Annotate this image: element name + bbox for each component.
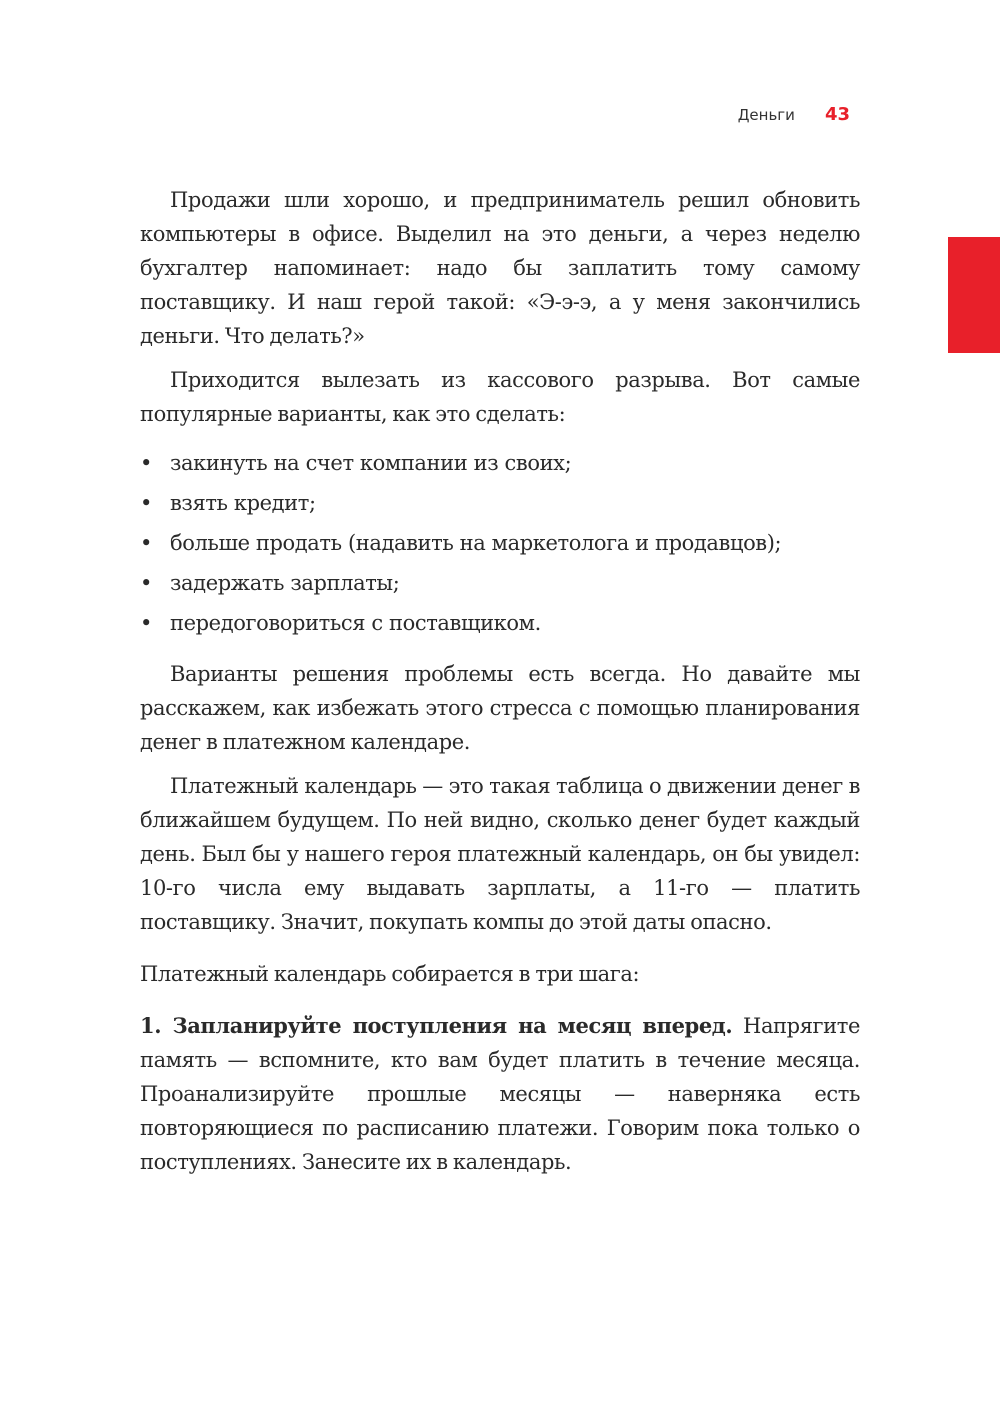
page-number: 43 [824,104,850,125]
paragraph-5: Платежный календарь собирается в три шага: [140,962,640,986]
body-text [140,183,860,1179]
list-item-text: больше продать (надавить на маркетолога и продавцов); [170,531,782,555]
list-item-text: взять кредит; [170,491,316,515]
step-1-paragraph [140,1009,860,1179]
bullet-icon: • [140,611,152,635]
bullet-icon: • [140,451,152,475]
bullet-icon: • [140,571,152,595]
list-item [140,483,860,523]
paragraph-1: Продажи шли хорошо, и предприниматель решил обновить компьютеры в офисе. Выделил на это деньги, а через неделю бухгалтер напоминает: надо бы заплатить тому самому поставщику. И наш герой такой: «Э-э-э, а у меня закончились деньги. Что делать?» [140,188,860,348]
options-list [140,443,860,643]
paragraph-4: Платежный календарь — это такая таблица о движении денег в ближайшем будущем. По ней видно, сколько денег будет каждый день. Был бы у нашего героя платежный календарь, он бы увидел: 10-го числа ему выдавать зарплаты, а 11-го — платить поставщику. Значит, покупать компы до этой даты опасно. [140,774,860,934]
bullet-icon: • [140,531,152,555]
paragraph-2: Приходится вылезать из кассового разрыва. Вот самые популярные варианты, как это сделать: [140,368,860,426]
chapter-thumb-tab [948,237,1000,353]
list-item [140,523,860,563]
running-head [738,104,850,125]
list-item-text: передоговориться с поставщиком. [170,611,541,635]
list-item-text: задержать зарплаты; [170,571,400,595]
list-item [140,603,860,643]
list-item-text: закинуть на счет компании из своих; [170,451,572,475]
bullet-icon: • [140,491,152,515]
step-1-text: Напрягите память — вспомните, кто вам будет платить в течение месяца. Проанализируйте прошлые месяцы — наверняка есть повторяющиеся по расписанию платежи. Говорим пока только о поступлениях. Занесите их в календарь. [140,1014,860,1174]
list-item [140,443,860,483]
paragraph-3: Варианты решения проблемы есть всегда. Но давайте мы расскажем, как избежать этого стресса с помощью планирования денег в платежном календаре. [140,662,860,754]
section-name: Деньги [737,106,795,124]
step-1-title: 1. Запланируйте поступления на месяц вперед. [140,1013,733,1038]
list-item [140,563,860,603]
